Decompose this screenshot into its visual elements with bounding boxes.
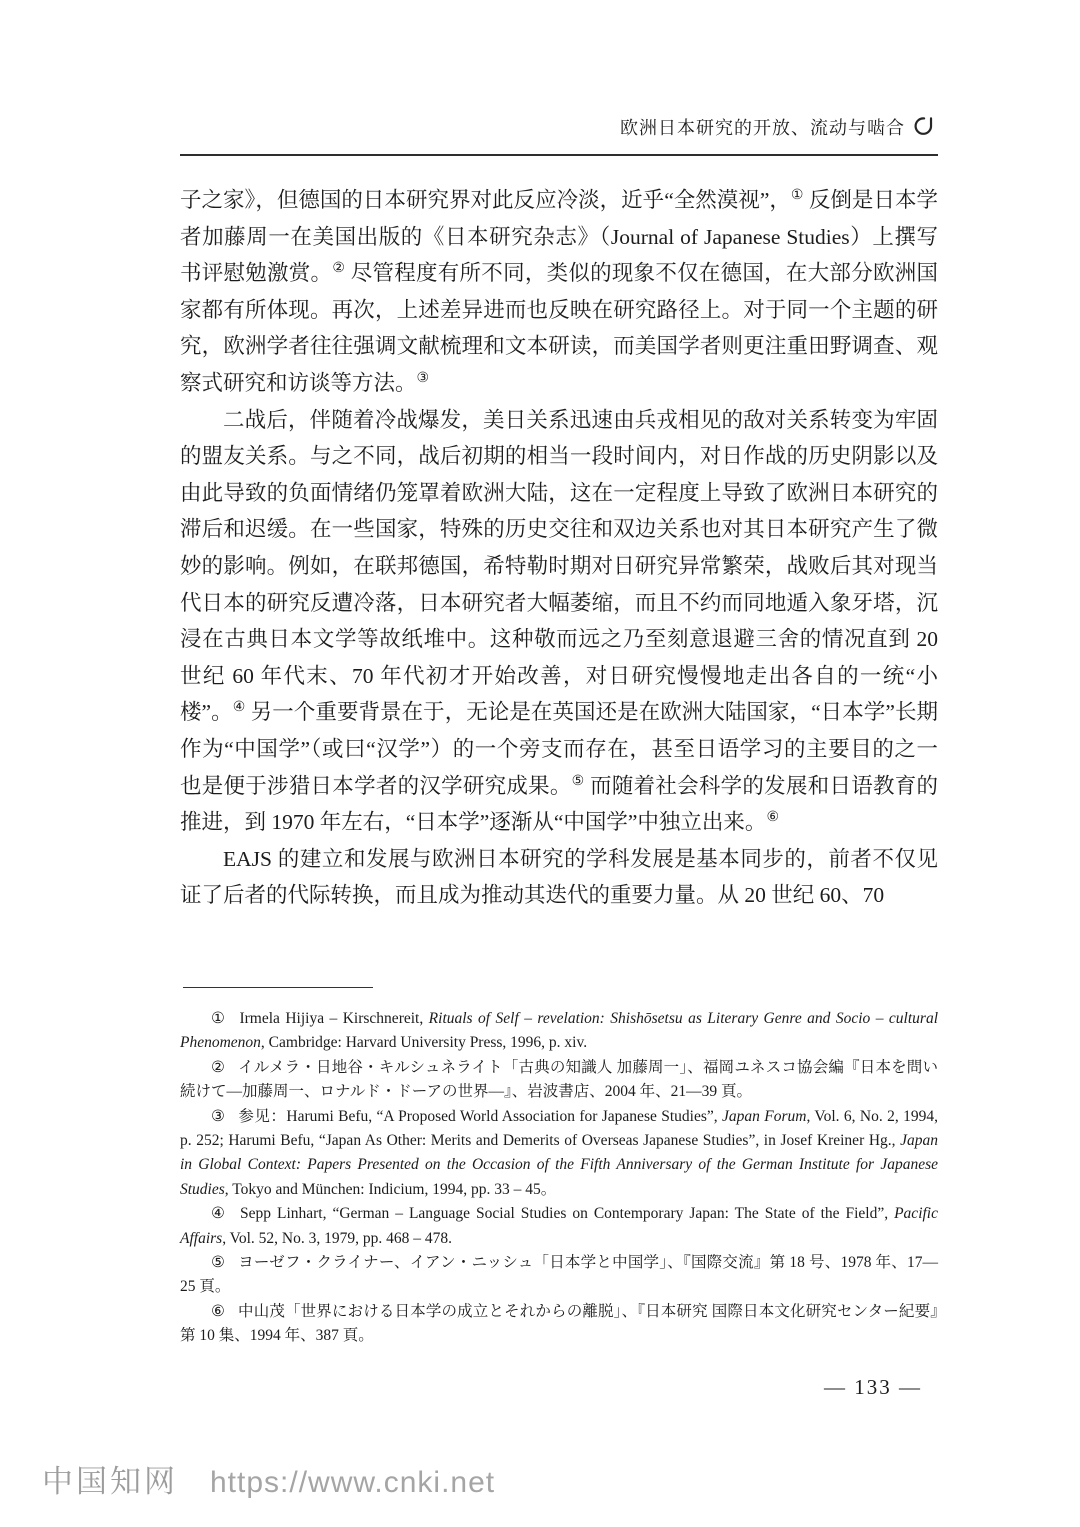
text-run: , Cambridge: Harvard University Press, 1996, p. xiv. — [260, 1034, 588, 1052]
cnki-url: https://www.cnki.net — [210, 1466, 496, 1499]
footnote-ref: ⑤ — [571, 773, 585, 789]
text-run: 参见：Harumi Befu, “A Proposed World Association for Japanese Studies”, — [238, 1107, 722, 1125]
body-paragraph — [180, 182, 938, 402]
body-paragraph — [180, 841, 938, 914]
text-run: イルメラ・日地谷・キルシュネライト「古典の知識人 加藤周一」、福岡ユネスコ協会編『日本を問い続けて―加藤周一、ロナルド・ドーアの世界―』、岩波書店、2004 年、21—39 頁。 — [180, 1058, 938, 1101]
text-run: 中山茂「世界における日本学の成立とそれからの離脱」、『日本研究 国際日本文化研究センター紀要』第 10 集、1994 年、387 頁。 — [180, 1302, 938, 1345]
footnote — [180, 1202, 938, 1251]
text-run: ヨーゼフ・クライナー、イアン・ニッシュ「日本学と中国学」、『国際交流』第 18 号、1978 年、17—25 頁。 — [180, 1254, 938, 1296]
italic-citation: Pacific Affairs — [180, 1205, 938, 1247]
text-run: Sepp Linhart, “German – Language Social Studies on Contemporary Japan: The State of the Field”, — [240, 1205, 895, 1223]
footnote — [180, 1007, 938, 1056]
footnote-ref: ③ — [416, 370, 430, 386]
cnki-watermark — [42, 1456, 495, 1501]
footnote — [180, 1056, 938, 1105]
italic-citation: Japan in Global Context: Papers Presented on the Occasion of the Fifth Anniversary of the German Institute for Japanese Studies — [180, 1132, 938, 1198]
text-run: Irmela Hijiya – Kirschnereit, — [239, 1010, 429, 1027]
text-run: , Vol. 6, No. 2, 1994, p. 252; Harumi Befu, “Japan As Other: Merits and Demerits of Overseas Japanese Studies”, in Josef Kreiner Hg., — [180, 1107, 938, 1150]
footnote — [180, 1251, 938, 1300]
body-paragraph — [180, 402, 938, 841]
footnote — [180, 1105, 938, 1203]
footnote-marker: ③ — [211, 1107, 226, 1125]
page-number: — 133 — — [824, 1375, 922, 1399]
footnote-marker: ② — [211, 1058, 226, 1076]
text-run: , Tokyo and München: Indicium, 1994, pp. 33 – 45。 — [224, 1180, 557, 1198]
footnote-separator — [183, 987, 373, 988]
italic-citation: Japan Forum — [722, 1107, 807, 1125]
text-run: 而随着社会科学的发展和日语教育的推进，到 1970 年左右，“日本学”逐渐从“中国学”中独立出来。 — [180, 773, 938, 835]
footnote — [180, 1300, 938, 1349]
footnotes — [180, 1007, 938, 1349]
footnote-marker: ⑤ — [211, 1254, 226, 1272]
italic-citation: Rituals of Self – revelation: Shishōsetsu as Literary Genre and Socio – cultural Phenomenon — [180, 1010, 938, 1052]
text-run: , Vol. 52, No. 3, 1979, pp. 468 – 478. — [222, 1229, 452, 1247]
footnote-marker: ⑥ — [211, 1302, 226, 1320]
body-text — [180, 182, 938, 914]
footnote-marker: ① — [211, 1010, 227, 1027]
header-rule — [180, 154, 938, 156]
footnote-ref: ⑥ — [766, 809, 779, 825]
text-run: 尽管程度有所不同，类似的现象不仅在德国，在大部分欧洲国家都有所体现。再次，上述差异进而也反映在研究路径上。对于同一个主题的研究，欧洲学者往往强调文献梳理和文本研读，而美国学者则更注重田野调查、观察式研究和访谈等方法。 — [180, 261, 938, 395]
running-title: 欧洲日本研究的开放、流动与啮合 — [620, 118, 905, 138]
footnote-ref: ② — [332, 261, 346, 277]
text-run: 二战后，伴随着冷战爆发，美日关系迅速由兵戎相见的敌对关系转变为牢固的盟友关系。与之不同，战后初期的相当一段时间内，对日作战的历史阴影以及由此导致的负面情绪仍笼罩着欧洲大陆，这在一定程度上导致了欧洲日本研究的滞后和迟缓。在一些国家，特殊的历史交往和双边关系也对其日本研究产生了微妙的影响。例如，在联邦德国，希特勒时期对日研究异常繁荣，战败后其对现当代日本的研究反遭冷落，日本研究者大幅萎缩，而且不约而同地遁入象牙塔，沉浸在古典日本文学等故纸堆中。这种敬而远之乃至刻意退避三舍的情况直到 20 世纪 60 年代末、70 年代初才开始改善，对日研究慢慢地走出各自的一统“小楼”。 — [180, 407, 938, 725]
text-run: 另一个重要背景在于，无论是在英国还是在欧洲大陆国家，“日本学”长期作为“中国学”（或曰“汉学”）的一个旁支而存在，甚至日语学习的主要目的之一也是便于涉猎日本学者的汉学研究成果。 — [180, 700, 938, 798]
cnki-site-name: 中国知网 — [42, 1464, 178, 1499]
text-run: 子之家》，但德国的日本研究界对此反应冷淡，近乎“全然漠视”， — [180, 188, 791, 212]
footnote-marker: ④ — [211, 1205, 227, 1223]
page-header — [180, 114, 938, 140]
footnote-ref: ① — [790, 187, 804, 203]
text-run: EAJS 的建立和发展与欧洲日本研究的学科发展是基本同步的，前者不仅见证了后者的代际转换，而且成为推动其迭代的重要力量。从 20 世纪 60、70 — [180, 846, 938, 908]
journal-logo-icon — [913, 115, 938, 140]
text-run: 反倒是日本学者加藤周一在美国出版的《日本研究杂志》（Journal of Japanese Studies）上撰写书评慰勉激赏。 — [180, 188, 938, 286]
footnote-ref: ④ — [232, 700, 246, 716]
